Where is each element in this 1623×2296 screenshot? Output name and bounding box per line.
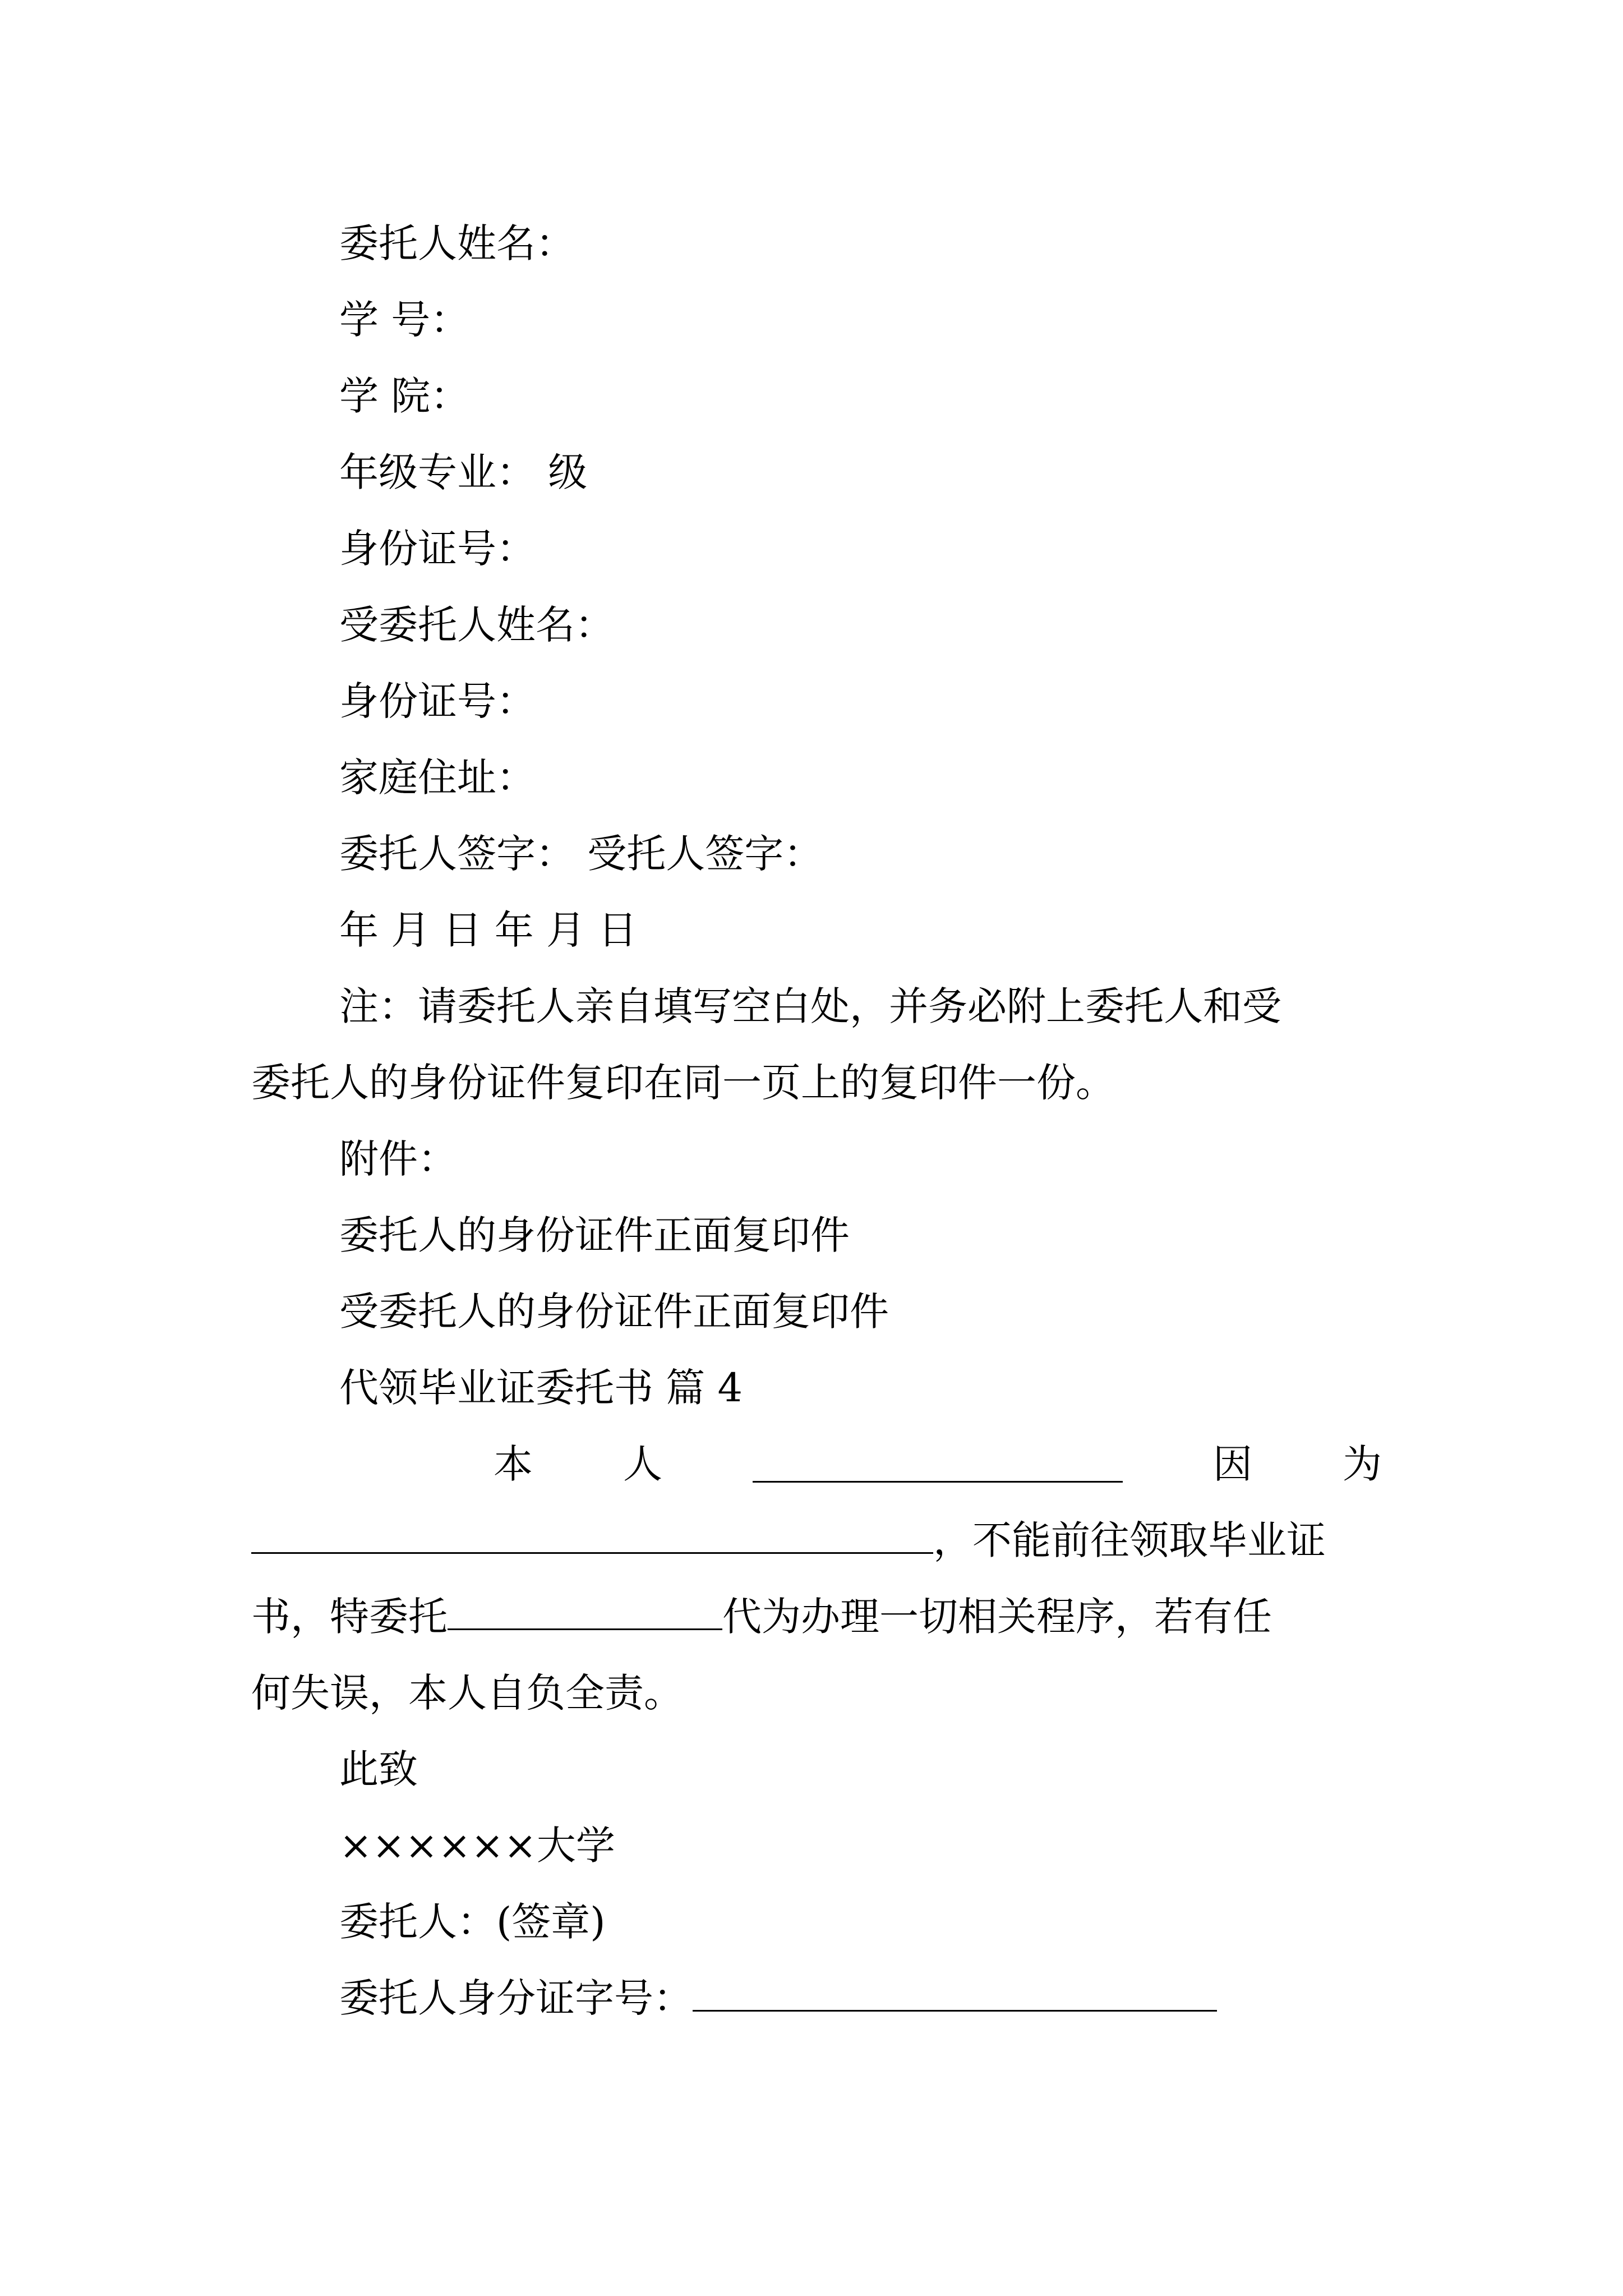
college-label: 学 院： [339, 373, 470, 419]
body-word-ben: 本 [494, 1441, 533, 1487]
name-blank [753, 1446, 1123, 1483]
grade-major-label: 年级专业： 级 [339, 449, 588, 495]
body-word-yin: 因 [1213, 1441, 1252, 1487]
agent-blank [448, 1594, 722, 1630]
closing-signer: 委托人：(签章) [339, 1899, 606, 1945]
note-line-2: 委托人的身份证件复印在同一页上的复印件一份。 [251, 1060, 1115, 1106]
principal-name-label: 委托人姓名： [339, 220, 575, 266]
closing-id-line [339, 1970, 1217, 2026]
student-id-label: 学 号： [339, 297, 470, 343]
home-address-label: 家庭住址： [339, 754, 536, 800]
id-number-blank [693, 1975, 1217, 2012]
attachment-item-2: 受委托人的身份证件正面复印件 [339, 1289, 889, 1335]
attachment-item-1: 委托人的身份证件正面复印件 [339, 1212, 850, 1258]
body-word-ren: 人 [623, 1441, 662, 1487]
agent-name-label: 受委托人姓名： [339, 602, 614, 648]
reason-blank [251, 1517, 933, 1554]
body-line-3-end: 代为办理一切相关程序，若有任 [722, 1594, 1272, 1640]
dates-label: 年 月 日 年 月 日 [339, 907, 638, 953]
body-line-4: 何失误，本人自负全责。 [251, 1670, 683, 1716]
body-line-3-start: 书，特委托 [251, 1594, 448, 1640]
attachments-heading: 附件： [339, 1136, 457, 1182]
agent-id-label: 身份证号： [339, 678, 536, 724]
note-line-1: 注：请委托人亲自填写空白处，并务必附上委托人和受 [339, 983, 1281, 1029]
closing-id-label: 委托人身分证字号： [339, 1975, 693, 2021]
signatures-label: 委托人签字： 受托人签字： [339, 831, 823, 877]
principal-id-label: 身份证号： [339, 526, 536, 572]
body-line-1 [494, 1436, 1382, 1492]
closing-recipient: ××××××大学 [339, 1823, 615, 1869]
body-line-2-text: ，不能前往领取毕业证 [933, 1517, 1326, 1563]
body-word-wei: 为 [1343, 1441, 1382, 1487]
body-line-3 [251, 1589, 1382, 1645]
closing-salutation: 此致 [339, 1746, 418, 1792]
section-title: 代领毕业证委托书 篇 4 [339, 1365, 743, 1411]
body-line-2 [251, 1512, 1382, 1568]
